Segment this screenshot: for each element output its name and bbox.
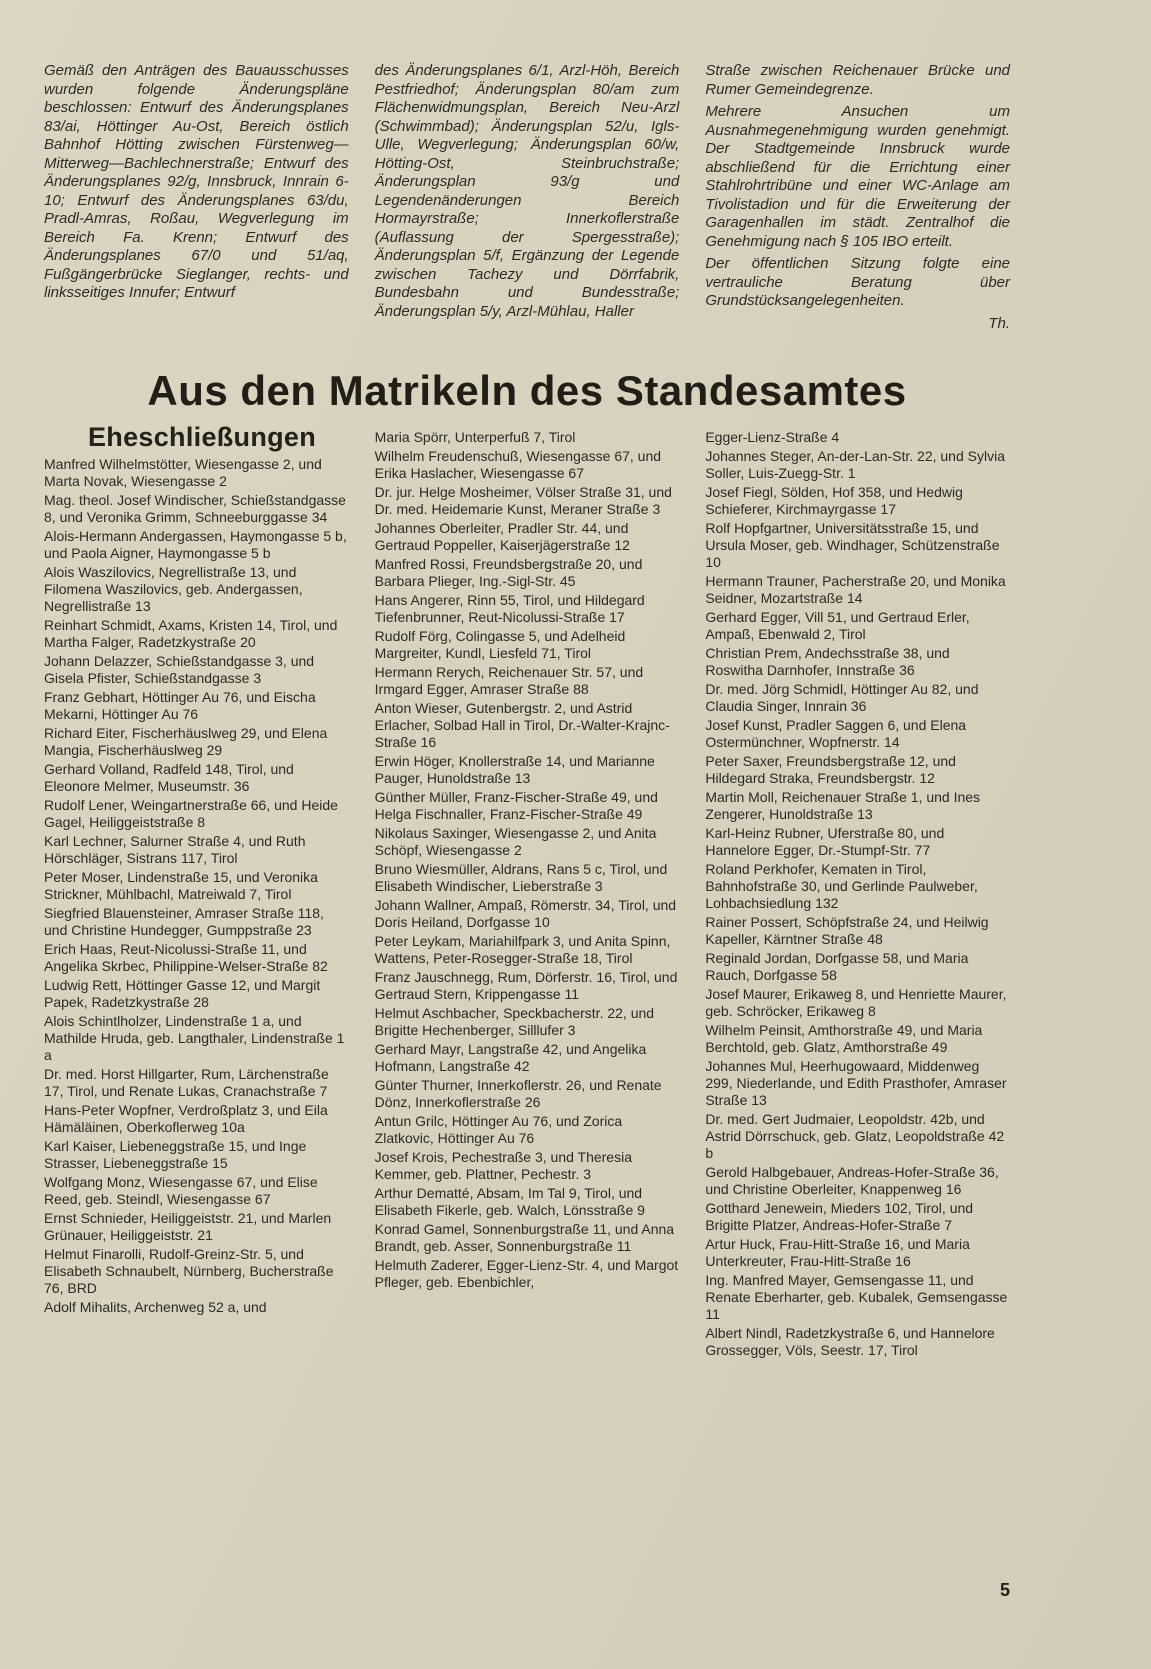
record-entry: Hans Angerer, Rinn 55, Tirol, und Hildegard Tiefenbrunner, Reut-Nicolussi-Straße 17 <box>374 592 645 625</box>
record-entry: Dr. med. Gert Judmaier, Leopoldstr. 42b, und Astrid Dörrschuck, geb. Glatz, Leopoldstraße 42 b <box>705 1111 1005 1161</box>
record-entry: Franz Jauschnegg, Rum, Dörferstr. 16, Tirol, und Gertraud Stern, Krippengasse 11 <box>374 969 678 1002</box>
intro-paragraph: Straße zwischen Reichenauer Brücke und Rumer Gemeindegrenze. <box>705 62 1011 98</box>
record-entry: Hermann Rerych, Reichenauer Str. 57, und Irmgard Egger, Amraser Straße 88 <box>374 664 644 697</box>
page-number: 5 <box>999 1580 1010 1600</box>
section-title-marriages: Eheschließungen <box>88 422 317 452</box>
record-entry: Mag. theol. Josef Windischer, Schießstandgasse 8, und Veronika Grimm, Schneeburggasse 34 <box>44 492 346 525</box>
intro-paragraph: Gemäß den Anträgen des Bauausschusses wurden folgende Änderungspläne beschlossen: Entwurf des Änderungsplanes 83/ai, Höttinger Au-Ost, Bereich östlich Bahnhof Hötting zwischen Fürstenweg—Mitterweg—Bachlechnerstraße; Entwurf des Änderungsplanes 92/g, Innsbruck, Innrain 6-10; Entwurf des Änderungsplanes 63/du, Pradl-Amras, Roßau, Wegverlegung im Bereich Fa. Krenn; Entwurf des Änderungsplanes 67/0 und 51/aq, Fußgängerbrücke Sieglanger, rechts- und linksseitiges Innufer; Entwurf <box>44 62 349 301</box>
record-entry: Wolfgang Monz, Wiesengasse 67, und Elise Reed, geb. Steindl, Wiesengasse 67 <box>44 1174 318 1207</box>
record-entry: Karl Lechner, Salurner Straße 4, und Ruth Hörschläger, Sistrans 117, Tirol <box>44 833 306 866</box>
record-entry: Peter Leykam, Mariahilfpark 3, und Anita Spinn, Wattens, Peter-Rosegger-Straße 18, Tirol <box>374 933 671 966</box>
record-entry: Rudolf Lener, Weingartnerstraße 66, und Heide Gagel, Heiliggeiststraße 8 <box>44 797 338 830</box>
record-entry: Gerold Halbgebauer, Andreas-Hofer-Straße 36, und Christine Oberleiter, Knappenweg 16 <box>705 1164 999 1197</box>
record-entry: Helmut Aschbacher, Speckbacherstr. 22, und Brigitte Hechenberger, Silllufer 3 <box>374 1005 655 1038</box>
record-entry: Manfred Rossi, Freundsbergstraße 20, und Barbara Plieger, Ing.-Sigl-Str. 45 <box>374 556 643 589</box>
intro-column-1 <box>44 62 349 337</box>
record-entry: Martin Moll, Reichenauer Straße 1, und Ines Zengerer, Hunoldstraße 13 <box>705 789 981 822</box>
record-entry: Roland Perkhofer, Kematen in Tirol, Bahnhofstraße 30, und Gerlinde Paulweber, Lohbachsiedlung 132 <box>705 861 978 911</box>
intro-paragraph: des Änderungsplanes 6/1, Arzl-Höh, Bereich Pestfriedhof; Änderungsplan 80/am zum Flächenwidmungsplan, Bereich Neu-Arzl (Schwimmbad); Änderungsplan 52/u, Igls-Ulle, Wegverlegung; Änderungsplan 60/w, Hötting-Ost, Steinbruchstraße; Änderungsplan 93/g und Legendenänderungen Bereich Hormayrstraße; Innerkoflerstraße (Auflassung der Spergesstraße); Änderungsplan 5/f, Ergänzung der Legende zwischen Tachezy und Dörrfabrik, Bundesbahn und Bundesstraße; Änderungsplan 5/y, Arzl-Mühlau, Haller <box>374 62 680 320</box>
record-entry: Josef Kunst, Pradler Saggen 6, und Elena Ostermünchner, Wopfnerstr. 14 <box>705 717 967 750</box>
marriage-list-2 <box>375 429 680 1291</box>
record-entry: Peter Saxer, Freundsbergstraße 12, und Hildegard Straka, Freundsbergstr. 12 <box>705 753 956 786</box>
record-entry: Rudolf Förg, Colingasse 5, und Adelheid Margreiter, Kundl, Liesfeld 71, Tirol <box>374 628 626 661</box>
record-entry: Konrad Gamel, Sonnenburgstraße 11, und Anna Brandt, geb. Asser, Sonnenburgstraße 11 <box>374 1221 675 1254</box>
record-entry: Gerhard Volland, Radfeld 148, Tirol, und Eleonore Melmer, Museumstr. 36 <box>44 761 294 794</box>
record-entry: Nikolaus Saxinger, Wiesengasse 2, und Anita Schöpf, Wiesengasse 2 <box>374 825 657 858</box>
record-entry: Alois Schintlholzer, Lindenstraße 1 a, und Mathilde Hruda, geb. Langthaler, Lindenstraße 1 a <box>44 1013 345 1063</box>
record-entry: Helmuth Zaderer, Egger-Lienz-Str. 4, und Margot Pfleger, geb. Ebenbichler, <box>374 1257 679 1290</box>
record-entry: Gerhard Mayr, Langstraße 42, und Angelika Hofmann, Langstraße 42 <box>374 1041 647 1074</box>
record-entry: Hermann Trauner, Pacherstraße 20, und Monika Seidner, Mozartstraße 14 <box>705 573 1006 606</box>
record-entry: Rainer Possert, Schöpfstraße 24, und Heilwig Kapeller, Kärntner Straße 48 <box>705 914 989 947</box>
record-entry: Gotthard Jenewein, Mieders 102, Tirol, und Brigitte Platzer, Andreas-Hofer-Straße 7 <box>705 1200 974 1233</box>
record-entry: Reinhart Schmidt, Axams, Kristen 14, Tirol, und Martha Falger, Radetzkystraße 20 <box>44 617 338 650</box>
record-entry: Josef Maurer, Erikaweg 8, und Henriette Maurer, geb. Schröcker, Erikaweg 8 <box>705 986 1007 1019</box>
record-entry: Ing. Manfred Mayer, Gemsengasse 11, und Renate Eberharter, geb. Kubalek, Gemsengasse 11 <box>705 1272 1008 1322</box>
record-entry: Christian Prem, Andechsstraße 38, und Roswitha Darnhofer, Innstraße 36 <box>705 645 950 678</box>
record-entry: Antun Grilc, Höttinger Au 76, und Zorica Zlatkovic, Höttinger Au 76 <box>374 1113 623 1146</box>
record-entry: Johann Wallner, Ampaß, Römerstr. 34, Tirol, und Doris Heiland, Dorfgasse 10 <box>374 897 677 930</box>
marriage-column-3 <box>705 429 1010 1361</box>
intro-paragraph: Mehrere Ansuchen um Ausnahmegenehmigung wurden genehmigt. Der Stadtgemeinde Innsbruck wurde abschließend für die Errichtung einer Stahlrohrtribüne und einer WC-Anlage am Tivolistadion und für die Erweiterung der Garagenhallen im städt. Zentralhof die Genehmigung nach § 105 IBO erteilt. <box>705 103 1011 250</box>
record-entry: Reginald Jordan, Dorfgasse 58, und Maria Rauch, Dorfgasse 58 <box>705 950 969 983</box>
record-entry: Gerhard Egger, Vill 51, und Gertraud Erler, Ampaß, Ebenwald 2, Tirol <box>705 609 970 642</box>
author-initials: Th. <box>988 314 1011 332</box>
record-entry: Josef Krois, Pechestraße 3, und Theresia Kemmer, geb. Plattner, Pechestr. 3 <box>374 1149 632 1182</box>
record-entry: Artur Huck, Frau-Hitt-Straße 16, und Maria Unterkreuter, Frau-Hitt-Straße 16 <box>705 1236 970 1269</box>
record-entry: Bruno Wiesmüller, Aldrans, Rans 5 c, Tirol, und Elisabeth Windischer, Lieberstraße 3 <box>374 861 668 894</box>
record-entry: Richard Eiter, Fischerhäuslweg 29, und Elena Mangia, Fischerhäuslweg 29 <box>44 725 328 758</box>
record-entry: Ernst Schnieder, Heiliggeiststr. 21, und Marlen Grünauer, Heiliggeiststr. 21 <box>44 1210 332 1243</box>
record-entry: Günter Thurner, Innerkoflerstr. 26, und Renate Dönz, Innerkoflerstraße 26 <box>374 1077 662 1110</box>
record-entry: Erwin Höger, Knollerstraße 14, und Marianne Pauger, Hunoldstraße 13 <box>374 753 655 786</box>
record-entry: Karl Kaiser, Liebeneggstraße 15, und Inge Strasser, Liebeneggstraße 15 <box>44 1138 307 1171</box>
page-content <box>44 62 1010 1361</box>
record-entry: Rolf Hopfgartner, Universitätsstraße 15, und Ursula Moser, geb. Windhager, Schützenstraße 10 <box>705 520 1000 570</box>
record-entry: Maria Spörr, Unterperfuß 7, Tirol <box>374 429 576 445</box>
record-entry: Erich Haas, Reut-Nicolussi-Straße 11, und Angelika Skrbec, Philippine-Welser-Straße 82 <box>44 941 328 974</box>
record-entry: Manfred Wilhelmstötter, Wiesengasse 2, und Marta Novak, Wiesengasse 2 <box>44 456 322 489</box>
record-entry: Johann Delazzer, Schießstandgasse 3, und Gisela Pfister, Schießstandgasse 3 <box>44 653 315 686</box>
record-entry: Adolf Mihalits, Archenweg 52 a, und <box>44 1299 267 1315</box>
record-entry: Dr. jur. Helge Mosheimer, Völser Straße 31, und Dr. med. Heidemarie Kunst, Meraner Straße 3 <box>374 484 672 517</box>
page-title: Aus den Matrikeln des Standesamtes <box>147 367 907 414</box>
record-entry: Karl-Heinz Rubner, Uferstraße 80, und Hannelore Egger, Dr.-Stumpf-Str. 77 <box>705 825 945 858</box>
record-entry: Ludwig Rett, Höttinger Gasse 12, und Margit Papek, Radetzkystraße 28 <box>44 977 321 1010</box>
marriage-list-1 <box>44 456 349 1316</box>
record-entry: Hans-Peter Wopfner, Verdroßplatz 3, und Eila Hämäläinen, Oberkoflerweg 10a <box>44 1102 328 1135</box>
record-entry: Wilhelm Peinsit, Amthorstraße 49, und Maria Berchtold, geb. Glatz, Amthorstraße 49 <box>705 1022 983 1055</box>
record-entry: Dr. med. Jörg Schmidl, Höttinger Au 82, und Claudia Singer, Innrain 36 <box>705 681 979 714</box>
record-entry: Peter Moser, Lindenstraße 15, und Veronika Strickner, Mühlbachl, Matreiwald 7, Tirol <box>44 869 318 902</box>
record-entry: Alois-Hermann Andergassen, Haymongasse 5 b, und Paola Aigner, Haymongasse 5 b <box>44 528 347 561</box>
marriage-column-2 <box>375 429 680 1361</box>
record-entry: Franz Gebhart, Höttinger Au 76, und Eischa Mekarni, Höttinger Au 76 <box>44 689 316 722</box>
record-entry: Josef Fiegl, Sölden, Hof 358, und Hedwig Schieferer, Kirchmayrgasse 17 <box>705 484 963 517</box>
marriage-column-1 <box>44 422 349 1361</box>
record-entry: Siegfried Blauensteiner, Amraser Straße 118, und Christine Hundegger, Gumppstraße 23 <box>44 905 324 938</box>
intro-column-2 <box>375 62 680 337</box>
marriage-list-3 <box>705 429 1010 1359</box>
record-entry: Arthur Dematté, Absam, Im Tal 9, Tirol, und Elisabeth Fikerle, geb. Walch, Lönsstraße 9 <box>374 1185 645 1218</box>
record-entry: Johannes Steger, An-der-Lan-Str. 22, und Sylvia Soller, Luis-Zuegg-Str. 1 <box>705 448 1005 481</box>
council-report-section <box>44 62 1010 337</box>
intro-paragraph: Der öffentlichen Sitzung folgte eine vertrauliche Beratung über Grundstücksangelegenheiten. <box>705 255 1011 309</box>
record-entry: Albert Nindl, Radetzkystraße 6, und Hannelore Grossegger, Völs, Seestr. 17, Tirol <box>705 1325 995 1358</box>
marriage-records-section <box>44 422 1010 1361</box>
record-entry: Johannes Oberleiter, Pradler Str. 44, und Gertraud Poppeller, Kaiserjägerstraße 12 <box>374 520 630 553</box>
record-entry: Günther Müller, Franz-Fischer-Straße 49, und Helga Fischnaller, Franz-Fischer-Straße 49 <box>374 789 658 822</box>
intro-column-3 <box>705 62 1010 337</box>
record-entry: Anton Wieser, Gutenbergstr. 2, und Astrid Erlacher, Solbad Hall in Tirol, Dr.-Walter-Krajnc-Straße 16 <box>374 700 670 750</box>
record-entry: Johannes Mul, Heerhugowaard, Middenweg 299, Niederlande, und Edith Prasthofer, Amraser Straße 13 <box>705 1058 1007 1108</box>
record-entry: Wilhelm Freudenschuß, Wiesengasse 67, und Erika Haslacher, Wiesengasse 67 <box>374 448 662 481</box>
record-entry: Helmut Finarolli, Rudolf-Greinz-Str. 5, und Elisabeth Schnaubelt, Nürnberg, Bucherstraße 76, BRD <box>44 1246 334 1296</box>
record-entry: Alois Waszilovics, Negrellistraße 13, und Filomena Waszilovics, geb. Andergassen, Negrellistraße 13 <box>44 564 303 614</box>
record-entry: Egger-Lienz-Straße 4 <box>705 429 840 445</box>
record-entry: Dr. med. Horst Hillgarter, Rum, Lärchenstraße 17, Tirol, und Renate Lukas, Cranachstraße 7 <box>44 1066 329 1099</box>
